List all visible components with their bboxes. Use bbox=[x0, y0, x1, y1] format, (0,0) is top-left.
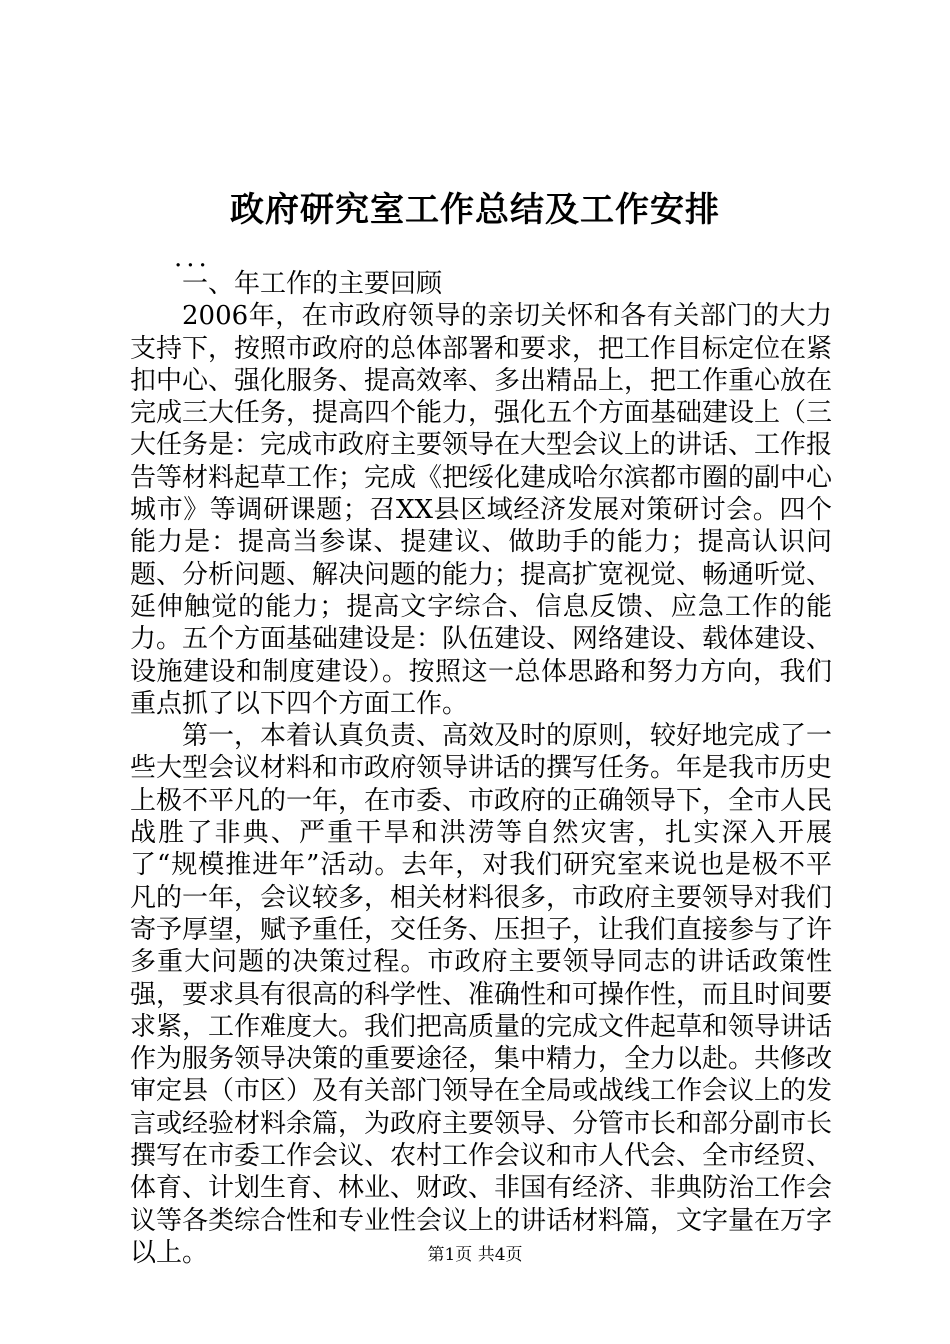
document-body bbox=[130, 243, 833, 1269]
document-title: 政府研究室工作总结及工作安排 bbox=[230, 190, 720, 230]
page-footer bbox=[0, 1243, 950, 1267]
ellipsis-marker: ... bbox=[174, 243, 211, 273]
body-paragraph: 第一，本着认真负责、高效及时的原则，较好地完成了一些大型会议材料和市政府领导讲话的撰写任务。年是我市历史上极不平凡的一年，在市委、市政府的正确领导下，全市人民战胜了非典、严重干旱和洪涝等自然灾害，扎实深入开展了“规模推进年”活动。去年，对我们研究室来说也是极不平凡的一年，会议较多，相关材料很多，市政府主要领导对我们寄予厚望，赋予重任，交任务、压担子，让我们直接参与了许多重大问题的决策过程。市政府主要领导同志的讲话政策性强，要求具有很高的科学性、准确性和可操作性，而且时间要求紧，工作难度大。我们把高质量的完成文件起草和领导讲话作为服务领导决策的重要途径，集中精力，全力以赴。共修改审定县（市区）及有关部门领导在全局或战线工作会议上的发言或经验材料余篇，为政府主要领导、分管市长和部分副市长撰写在市委工作会议、农村工作会议和市人代会、全市经贸、体育、计划生育、林业、财政、非国有经济、非典防治工作会议等各类综合性和专业性会议上的讲话材料篇，文字量在万字以上。 bbox=[130, 721, 833, 1268]
section-heading: 一、年工作的主要回顾 bbox=[182, 269, 443, 299]
page-number: 第1页 共4页 bbox=[427, 1245, 523, 1265]
body-paragraph: 2006年，在市政府领导的亲切关怀和各有关部门的大力支持下，按照市政府的总体部署和要求，把工作目标定位在紧扣中心、强化服务、提高效率、多出精品上，把工作重心放在完成三大任务，提高四个能力，强化五个方面基础建设上（三大任务是：完成市政府主要领导在大型会议上的讲话、工作报告等材料起草工作；完成《把绥化建成哈尔滨都市圈的副中心城市》等调研课题；召XX县区域经济发展对策研讨会。四个能力是：提高当参谋、提建议、做助手的能力；提高认识问题、分析问题、解决问题的能力；提高扩宽视觉、畅通听觉、延伸触觉的能力；提高文字综合、信息反馈、应急工作的能力。五个方面基础建设是：队伍建设、网络建设、载体建设、设施建设和制度建设）。按照这一总体思路和努力方向，我们重点抓了以下四个方面工作。 bbox=[130, 301, 833, 719]
